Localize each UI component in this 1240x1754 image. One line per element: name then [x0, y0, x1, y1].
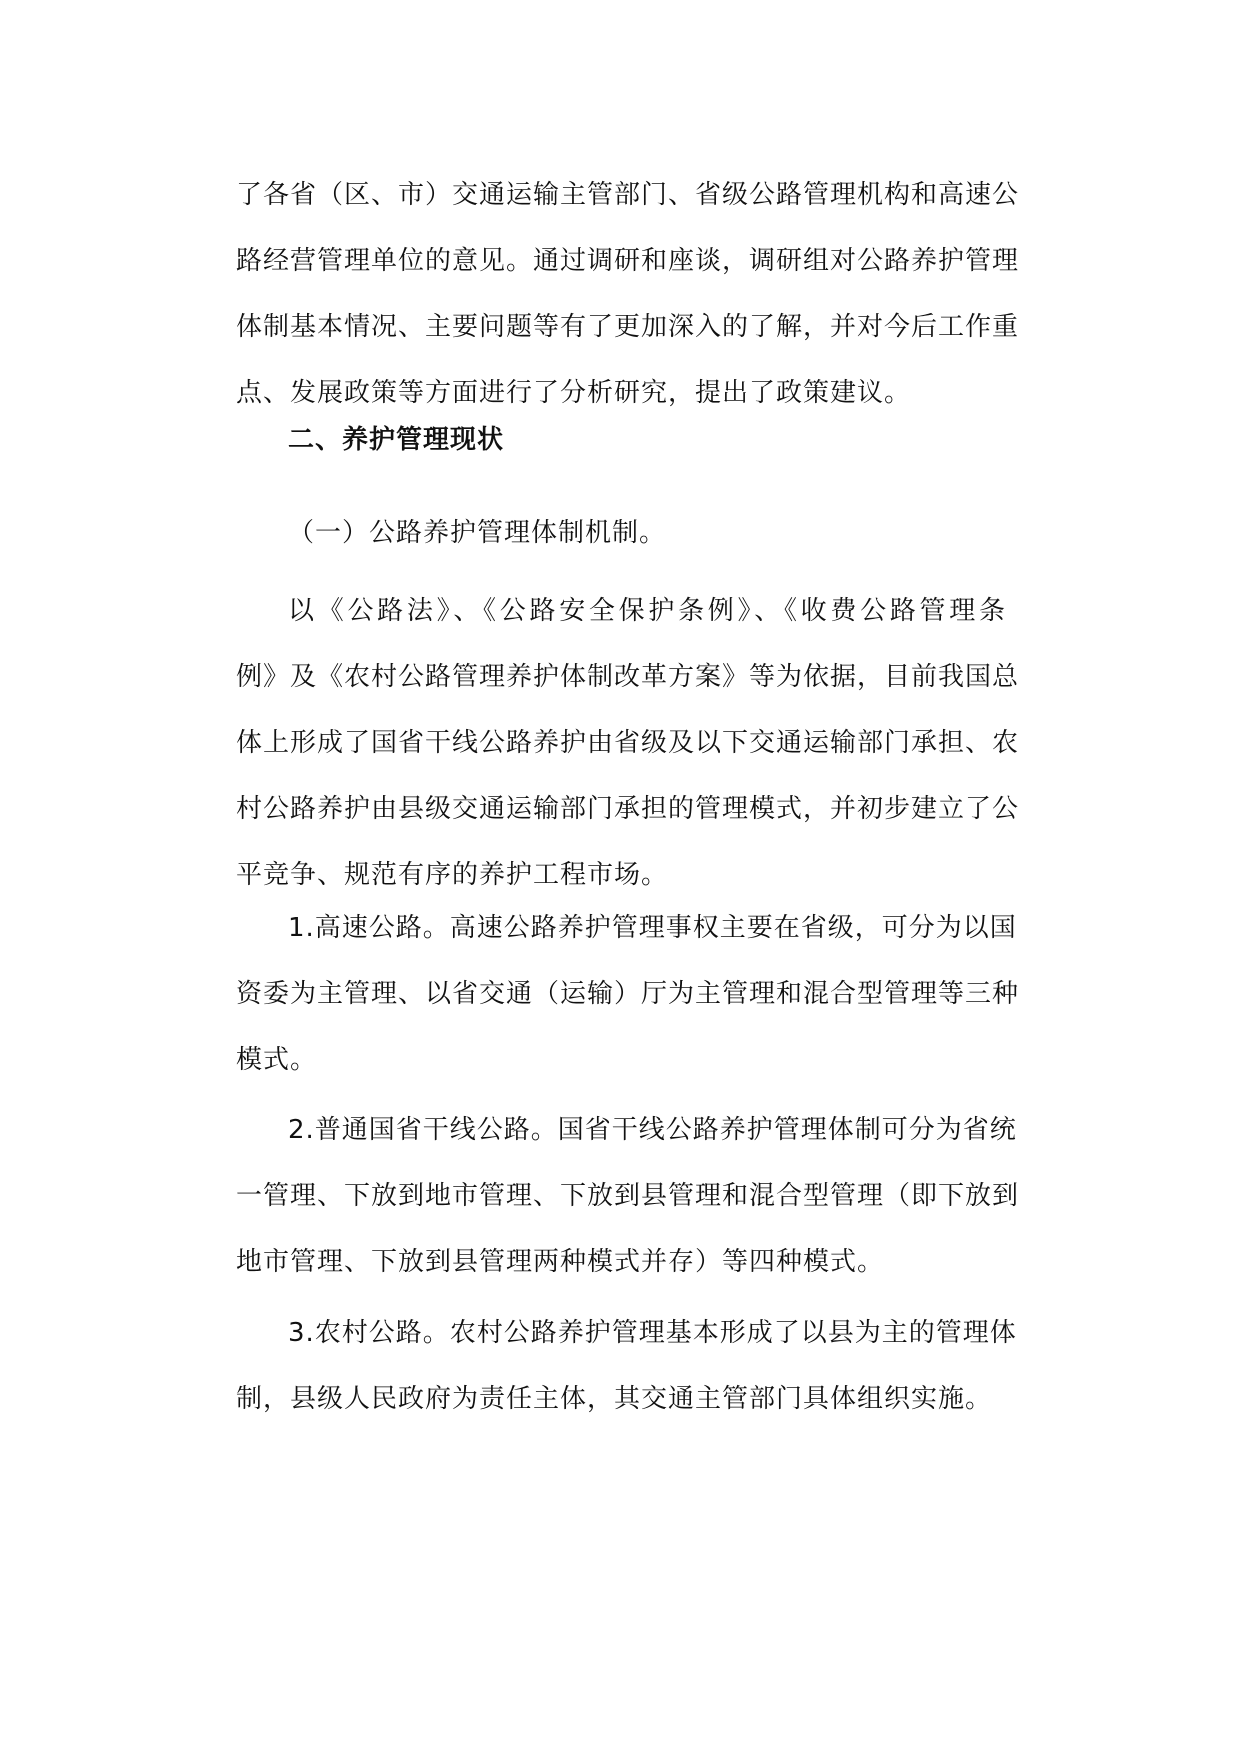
paragraph-line: 例》及《农村公路管理养护体制改革方案》等为依据，目前我国总	[236, 662, 1020, 692]
paragraph-line: 1.高速公路。高速公路养护管理事权主要在省级，可分为以国	[288, 913, 1017, 943]
paragraph-line: 平竞争、规范有序的养护工程市场。	[236, 860, 669, 890]
subsection-heading-text: （一）公路养护管理体制机制。	[288, 518, 667, 548]
list-item-trunk-highway	[236, 1097, 1020, 1295]
paragraph-line: 了各省（区、市）交通运输主管部门、省级公路管理机构和高速公	[236, 180, 1020, 210]
paragraph-line: 制，县级人民政府为责任主体，其交通主管部门具体组织实施。	[236, 1384, 993, 1414]
paragraph-line: 2.普通国省干线公路。国省干线公路养护管理体制可分为省统	[288, 1115, 1017, 1145]
section-heading-text: 二、养护管理现状	[288, 425, 505, 455]
paragraph-line: 3.农村公路。农村公路养护管理基本形成了以县为主的管理体	[288, 1318, 1017, 1348]
subsection-heading	[236, 500, 1006, 566]
paragraph-line: 以《公路法》、《公路安全保护条例》、《收费公路管理条	[288, 596, 1006, 626]
paragraph-line: 资委为主管理、以省交通（运输）厅为主管理和混合型管理等三种	[236, 979, 1020, 1009]
paragraph-line: 路经营管理单位的意见。通过调研和座谈，调研组对公路养护管理	[236, 246, 1020, 276]
paragraph-line: 一管理、下放到地市管理、下放到县管理和混合型管理（即下放到	[236, 1181, 1020, 1211]
paragraph-line: 模式。	[236, 1045, 318, 1075]
section-heading	[236, 407, 1006, 473]
list-item-rural-road	[236, 1300, 1017, 1432]
paragraph-intro	[236, 162, 1020, 426]
paragraph-line: 点、发展政策等方面进行了分析研究，提出了政策建议。	[236, 378, 912, 408]
paragraph-line: 体上形成了国省干线公路养护由省级及以下交通运输部门承担、农	[236, 728, 1020, 758]
paragraph-line: 地市管理、下放到县管理两种模式并存）等四种模式。	[236, 1247, 885, 1277]
paragraph-line: 体制基本情况、主要问题等有了更加深入的了解，并对今后工作重	[236, 312, 1020, 342]
paragraph-basis	[236, 578, 1020, 908]
list-item-expressway	[236, 895, 1020, 1093]
paragraph-line: 村公路养护由县级交通运输部门承担的管理模式，并初步建立了公	[236, 794, 1020, 824]
